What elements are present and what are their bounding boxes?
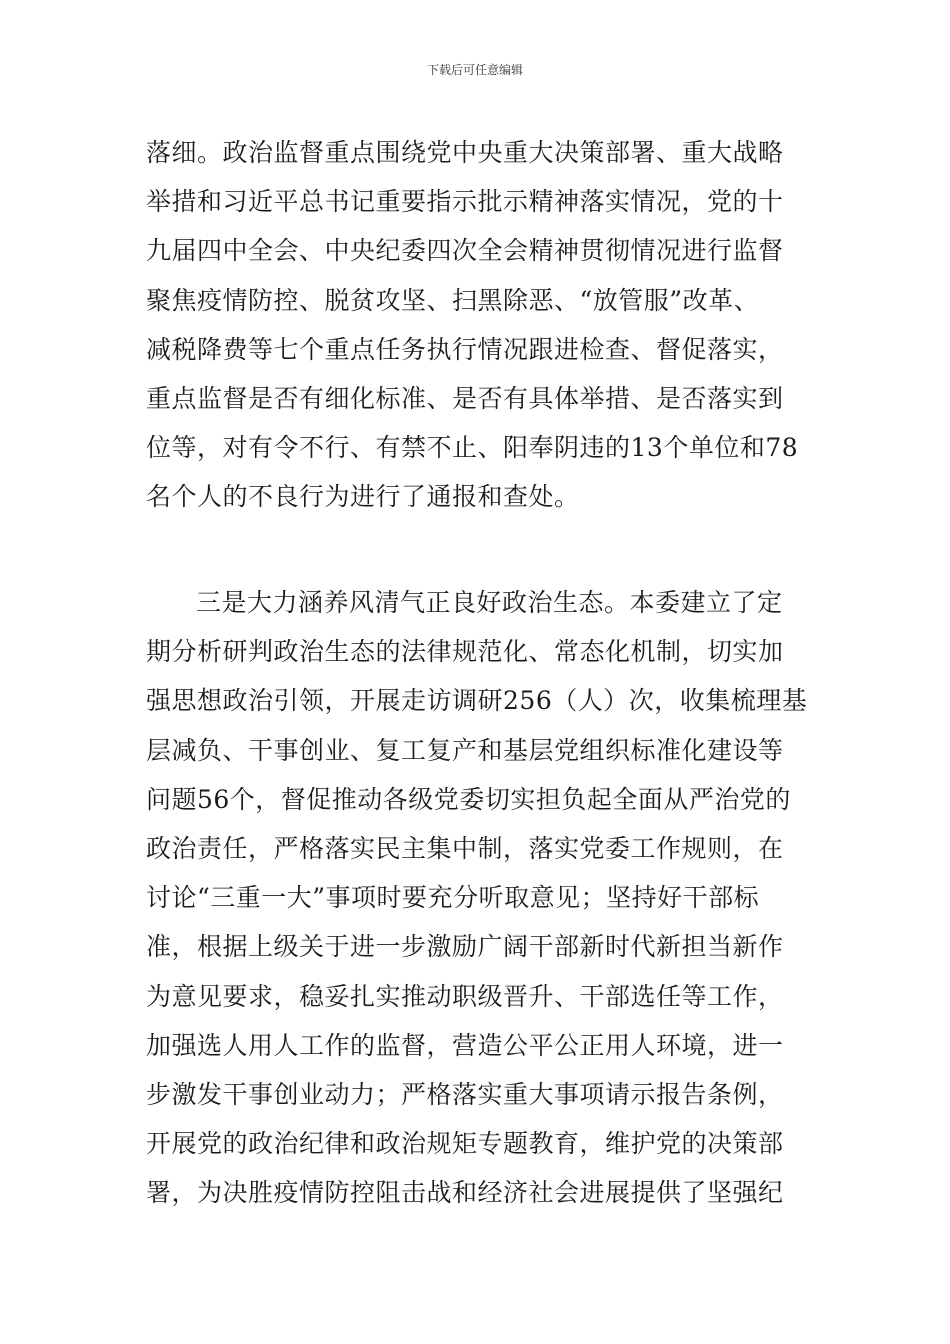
text-line: 加强选人用人工作的监督，营造公平公正用人环境，进一 [146, 1030, 784, 1060]
text-line: 名个人的不良行为进行了通报和查处。 [146, 482, 580, 512]
text-line: 重点监督是否有细化标准、是否有具体举措、是否落实到 [146, 383, 784, 413]
page-header: 下载后可任意编辑 [426, 63, 523, 77]
text-line: 三是大力涵养风清气正良好政治生态。本委建立了定 [196, 588, 783, 617]
text-line: 政治责任，严格落实民主集中制，落实党委工作规则，在 [146, 833, 784, 863]
text-line: 准，根据上级关于进一步激励广阔干部新时代新担当新作 [146, 932, 784, 962]
text-line: 落细。政治监督重点围绕党中央重大决策部署、重大战略 [146, 138, 784, 167]
text-line: 开展党的政治纪律和政治规矩专题教育，维护党的决策部 [146, 1129, 784, 1159]
paragraph-1 [146, 128, 806, 522]
text-line: 聚焦疫情防控、脱贫攻坚、扫黑除恶、“放管服”改革、 [146, 285, 760, 315]
paragraph-2 [146, 578, 806, 1217]
text-line: 问题56个，督促推动各级党委切实担负起全面从严治党的 [146, 784, 791, 814]
text-line: 强思想政治引领，开展走访调研256（人）次，收集梳理基 [146, 686, 808, 716]
text-line: 位等，对有令不行、有禁不止、阳奉阴违的13个单位和78 [146, 433, 799, 463]
text-line: 期分析研判政治生态的法律规范化、常态化机制，切实加 [146, 637, 784, 667]
text-line: 减税降费等七个重点任务执行情况跟进检查、督促落实， [146, 334, 784, 364]
text-line: 讨论“三重一大”事项时要充分听取意见；坚持好干部标 [146, 883, 760, 913]
text-line: 步激发干事创业动力；严格落实重大事项请示报告条例， [146, 1079, 784, 1109]
text-line: 举措和习近平总书记重要指示批示精神落实情况，党的十 [146, 187, 784, 217]
text-line: 九届四中全会、中央纪委四次全会精神贯彻情况进行监督 [146, 236, 784, 266]
text-line: 层减负、干事创业、复工复产和基层党组织标准化建设等 [146, 735, 784, 765]
text-line: 为意见要求，稳妥扎实推动职级晋升、干部选任等工作， [146, 981, 784, 1011]
text-line: 署，为决胜疫情防控阻击战和经济社会进展提供了坚强纪 [146, 1178, 784, 1208]
